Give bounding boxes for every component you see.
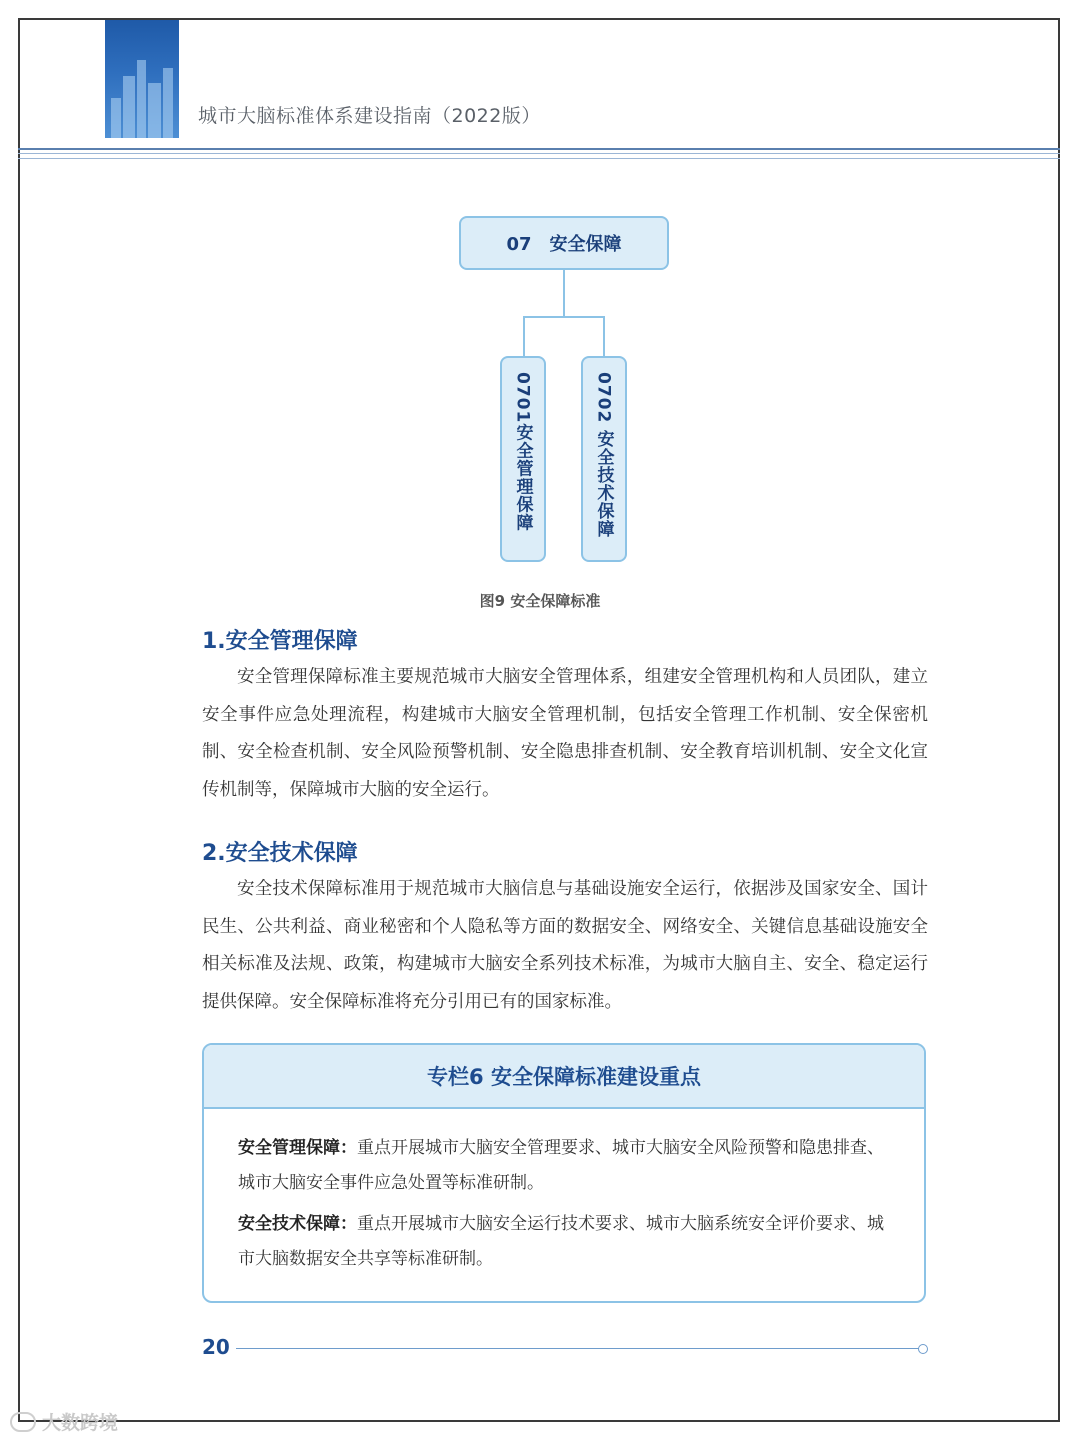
column-box-item [238,1207,890,1277]
column-box-title: 专栏6 安全保障标准建设重点 [204,1045,924,1109]
column-box-item [238,1131,890,1201]
section-heading: 1.安全管理保障 [202,629,358,654]
column-box [202,1043,926,1303]
diagram-connector [523,316,605,318]
page-number: 20 [202,1335,230,1359]
column-box-item-text: 重点开展城市大脑安全运行技术要求、城市大脑系统安全评价要求、城市大脑数据安全共享等标准研制。 [238,1214,884,1269]
diagram-connector [523,316,525,356]
diagram-connector [603,316,605,356]
wechat-icon [10,1412,36,1432]
diagram-child-node: 0702 安全技术保障 [581,356,627,562]
header-city-image [105,20,179,138]
header-rule [18,148,1060,150]
diagram-child-node: 0701安全管理保障 [500,356,546,562]
diagram-connector [563,270,565,316]
column-box-item-label: 安全管理保障： [238,1138,357,1158]
footer-rule-end-dot [918,1344,928,1354]
watermark [10,1408,118,1435]
figure-caption: 图9 安全保障标准 [479,592,601,610]
watermark-text: 大数跨境 [42,1412,119,1434]
section-paragraph: 安全技术保障标准用于规范城市大脑信息与基础设施安全运行，依据涉及国家安全、国计民生、公共利益、商业秘密和个人隐私等方面的数据安全、网络安全、关键信息基础设施安全相关标准及法规、政策，构建城市大脑安全系列技术标准，为城市大脑自主、安全、稳定运行提供保障。安全保障标准将充分引用已有的国家标准。 [202,879,928,1012]
header-rule-thin [18,153,1060,154]
column-box-item-label: 安全技术保障： [238,1214,357,1234]
document-title: 城市大脑标准体系建设指南（2022版） [198,105,541,127]
footer-rule [236,1348,920,1349]
diagram-root-node: 07 安全保障 [459,216,669,270]
column-box-body [204,1109,924,1277]
header-rule-thin-2 [18,158,1060,159]
section-paragraph: 安全管理保障标准主要规范城市大脑安全管理体系，组建安全管理机构和人员团队，建立安全事件应急处理流程，构建城市大脑安全管理机制，包括安全管理工作机制、安全保密机制、安全检查机制、安全风险预警机制、安全隐患排查机制、安全教育培训机制、安全文化宣传机制等，保障城市大脑的安全运行。 [202,667,928,800]
section-heading: 2.安全技术保障 [202,841,358,866]
column-box-item-text: 重点开展城市大脑安全管理要求、城市大脑安全风险预警和隐患排查、城市大脑安全事件应急处置等标准研制。 [238,1138,884,1193]
